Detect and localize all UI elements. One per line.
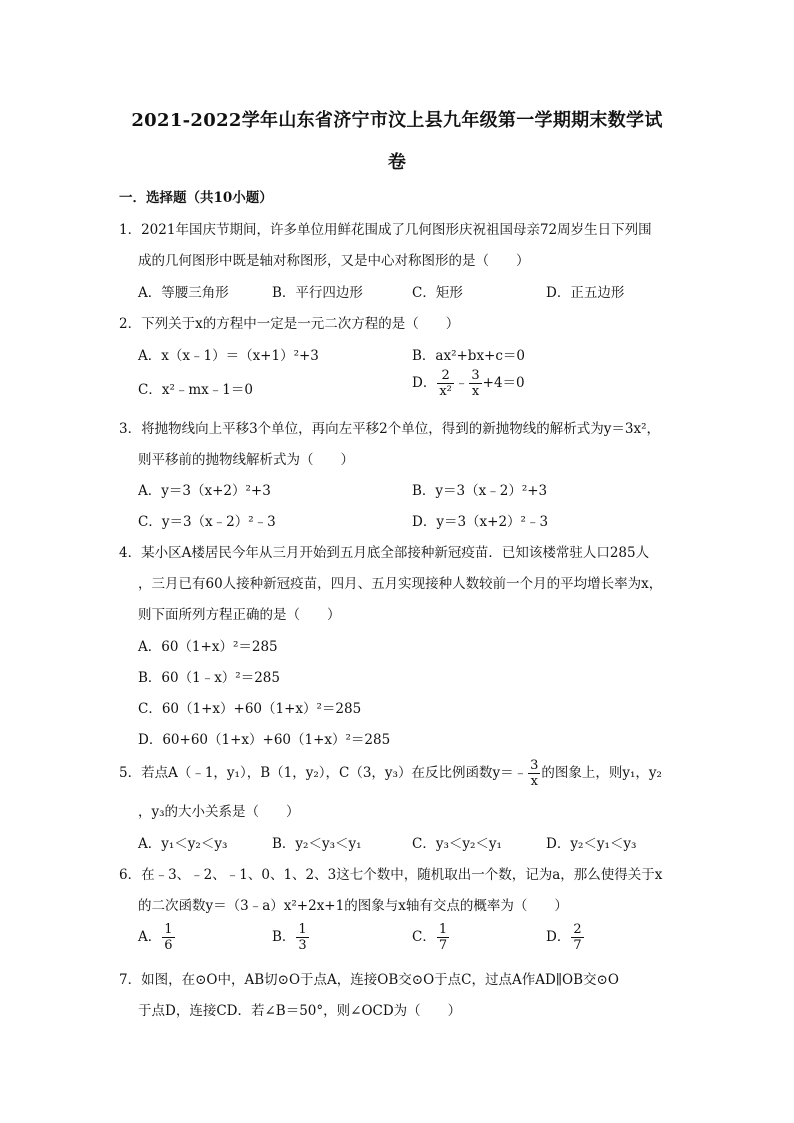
- fraction-numerator: 2: [573, 922, 582, 937]
- fraction-denominator: 7: [573, 938, 582, 953]
- q6-option-c: [412, 922, 450, 953]
- q2-option-c: C．x²﹣mx﹣1＝0: [138, 382, 253, 398]
- q1-option-c: C．矩形: [412, 285, 463, 301]
- q7-stem-line-2: 于点D，连接CD．若∠B＝50°，则∠OCD为（ ）: [138, 1003, 462, 1019]
- q1-stem-line-1: 1．2021年国庆节期间，许多单位用鲜花围成了几何图形庆祝祖国母亲72周岁生日下列围: [119, 222, 652, 238]
- fraction-denominator: x: [471, 384, 480, 399]
- q6-option-a-fraction: [162, 922, 174, 953]
- q2-option-d-fraction-1: [437, 368, 454, 399]
- fraction-numerator: 1: [298, 922, 307, 937]
- q2-option-d-minus: ﹣: [454, 375, 469, 391]
- q2-option-d-suffix: +4＝0: [482, 375, 525, 391]
- section-heading: 一．选择题（共10小题）: [119, 190, 273, 206]
- q6-option-d: [546, 922, 585, 953]
- q3-stem-line-2: 则平移前的抛物线解析式为（ ）: [138, 452, 354, 468]
- q3-option-b: B．y＝3（x﹣2）²+3: [412, 483, 548, 499]
- q5-option-c: C．y₃＜y₂＜y₁: [412, 836, 502, 852]
- fraction-denominator: 6: [164, 938, 173, 953]
- q1-stem-line-2: 成的几何图形中既是轴对称图形，又是中心对称图形的是（ ）: [138, 253, 530, 269]
- q6-option-c-fraction: [437, 922, 449, 953]
- q6-option-a: [138, 922, 176, 953]
- q3-option-a: A．y＝3（x+2）²+3: [138, 483, 271, 499]
- q6-stem-line-2: 的二次函数y＝（3﹣a）x²+2x+1的图象与x轴有交点的概率为（ ）: [138, 898, 568, 914]
- q6-option-d-prefix: D．: [546, 929, 571, 945]
- q2-stem: 2．下列关于x的方程中一定是一元二次方程的是（ ）: [119, 316, 460, 332]
- q3-option-d: D．y＝3（x+2）²﹣3: [412, 514, 549, 530]
- q5-fraction: [528, 758, 540, 789]
- q1-option-a: A．等腰三角形: [138, 285, 229, 301]
- q6-option-a-prefix: A．: [138, 929, 162, 945]
- q2-option-d: [412, 368, 525, 399]
- q4-option-a: A．60（1+x）²＝285: [138, 639, 278, 655]
- q4-option-d: D．60+60（1+x）+60（1+x）²＝285: [138, 732, 391, 748]
- q6-stem-line-1: 6．在﹣3、﹣2、﹣1、0、1、2、3这七个数中，随机取出一个数，记为a，那么使得关于x: [119, 867, 663, 883]
- fraction-numerator: 2: [437, 368, 454, 384]
- q4-option-c: C．60（1+x）+60（1+x）²＝285: [138, 701, 362, 717]
- q4-option-b: B．60（1﹣x）²＝285: [138, 670, 280, 686]
- fraction-numerator: 1: [438, 922, 448, 937]
- q7-stem-line-1: 7．如图，在⊙O中，AB切⊙O于点A，连接OB交⊙O于点C，过点A作AD∥OB交⊙O: [119, 972, 619, 988]
- q2-option-d-prefix: D．: [412, 375, 437, 391]
- q6-option-b: [272, 922, 310, 953]
- q6-option-b-prefix: B．: [272, 929, 296, 945]
- fraction-numerator: 1: [164, 922, 173, 937]
- q1-option-d: D．正五边形: [546, 285, 625, 301]
- fraction-numerator: 3: [471, 368, 480, 383]
- q5-option-b: B．y₂＜y₃＜y₁: [272, 836, 362, 852]
- q5-stem-line-2: ，y₃的大小关系是（ ）: [138, 804, 300, 820]
- fraction-denominator: 7: [438, 938, 448, 953]
- q5-stem-suffix: 的图象上，则y₁，y₂: [541, 765, 662, 781]
- fraction-denominator: 3: [298, 938, 307, 953]
- q6-option-d-fraction: [571, 922, 583, 953]
- q1-option-b: B．平行四边形: [272, 285, 363, 301]
- exam-title-line-1: 2021-2022学年山东省济宁市汶上县九年级第一学期期末数学试: [131, 110, 663, 131]
- q2-option-d-fraction-2: [469, 368, 481, 399]
- fraction-denominator: x²: [439, 384, 452, 399]
- q4-stem-line-1: 4．某小区A楼居民今年从三月开始到五月底全部接种新冠疫苗．已知该楼常驻人口285人: [119, 545, 650, 561]
- q5-stem-line-1: [119, 758, 662, 789]
- fraction-numerator: 3: [530, 758, 539, 773]
- q5-option-d: D．y₂＜y₁＜y₃: [546, 836, 637, 852]
- q2-option-b: B．ax²+bx+c＝0: [412, 348, 526, 364]
- q4-stem-line-3: 则下面所列方程正确的是（ ）: [138, 607, 341, 623]
- q3-option-c: C．y＝3（x﹣2）²﹣3: [138, 514, 276, 530]
- q6-option-c-prefix: C．: [412, 929, 436, 945]
- q2-option-a: A．x（x﹣1）＝（x+1）²+3: [138, 348, 319, 364]
- q3-stem-line-1: 3．将抛物线向上平移3个单位，再向左平移2个单位，得到的新抛物线的解析式为y＝3x²，: [119, 421, 661, 437]
- fraction-denominator: x: [530, 774, 538, 789]
- exam-title-line-2: 卷: [387, 152, 407, 173]
- q5-option-a: A．y₁＜y₂＜y₃: [138, 836, 228, 852]
- q5-stem-prefix: 5．若点A（﹣1，y₁），B（1，y₂），C（3，y₃）在反比例函数y＝﹣: [119, 765, 528, 781]
- q4-stem-line-2: ，三月已有60人接种新冠疫苗，四月、五月实现接种人数较前一个月的平均增长率为x，: [138, 576, 663, 592]
- q6-option-b-fraction: [296, 922, 308, 953]
